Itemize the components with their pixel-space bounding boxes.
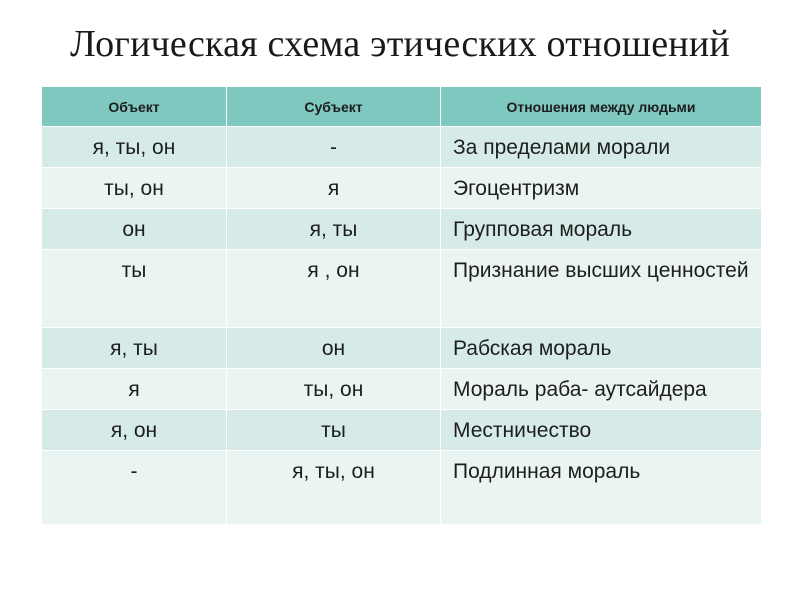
cell-subject: я, ты bbox=[227, 209, 441, 250]
cell-relation: За пределами морали bbox=[441, 127, 762, 168]
cell-subject: он bbox=[227, 328, 441, 369]
cell-relation: Подлинная мораль bbox=[441, 451, 762, 525]
table-row bbox=[42, 209, 762, 250]
cell-object: - bbox=[42, 451, 227, 525]
cell-subject: я , он bbox=[227, 250, 441, 328]
cell-subject: я bbox=[227, 168, 441, 209]
table-row bbox=[42, 168, 762, 209]
page-title: Логическая схема этических отношений bbox=[70, 23, 730, 65]
table-row bbox=[42, 127, 762, 168]
table-row bbox=[42, 328, 762, 369]
ethics-relations-table bbox=[41, 86, 762, 525]
cell-relation: Местничество bbox=[441, 410, 762, 451]
cell-subject: ты bbox=[227, 410, 441, 451]
cell-subject: я, ты, он bbox=[227, 451, 441, 525]
table-row bbox=[42, 410, 762, 451]
cell-relation: Признание высших ценностей bbox=[441, 250, 762, 328]
table-row bbox=[42, 451, 762, 525]
cell-relation: Эгоцентризм bbox=[441, 168, 762, 209]
table-row bbox=[42, 250, 762, 328]
header-relation: Отношения между людьми bbox=[441, 87, 762, 127]
table-header-row bbox=[42, 87, 762, 127]
cell-subject: - bbox=[227, 127, 441, 168]
cell-subject: ты, он bbox=[227, 369, 441, 410]
header-subject: Субъект bbox=[227, 87, 441, 127]
table-row bbox=[42, 369, 762, 410]
cell-object: я, ты bbox=[42, 328, 227, 369]
cell-object: он bbox=[42, 209, 227, 250]
cell-relation: Групповая мораль bbox=[441, 209, 762, 250]
cell-object: ты, он bbox=[42, 168, 227, 209]
cell-object: я, ты, он bbox=[42, 127, 227, 168]
cell-object: я, он bbox=[42, 410, 227, 451]
cell-relation: Мораль раба- аутсайдера bbox=[441, 369, 762, 410]
header-object: Объект bbox=[42, 87, 227, 127]
cell-object: я bbox=[42, 369, 227, 410]
cell-object: ты bbox=[42, 250, 227, 328]
cell-relation: Рабская мораль bbox=[441, 328, 762, 369]
